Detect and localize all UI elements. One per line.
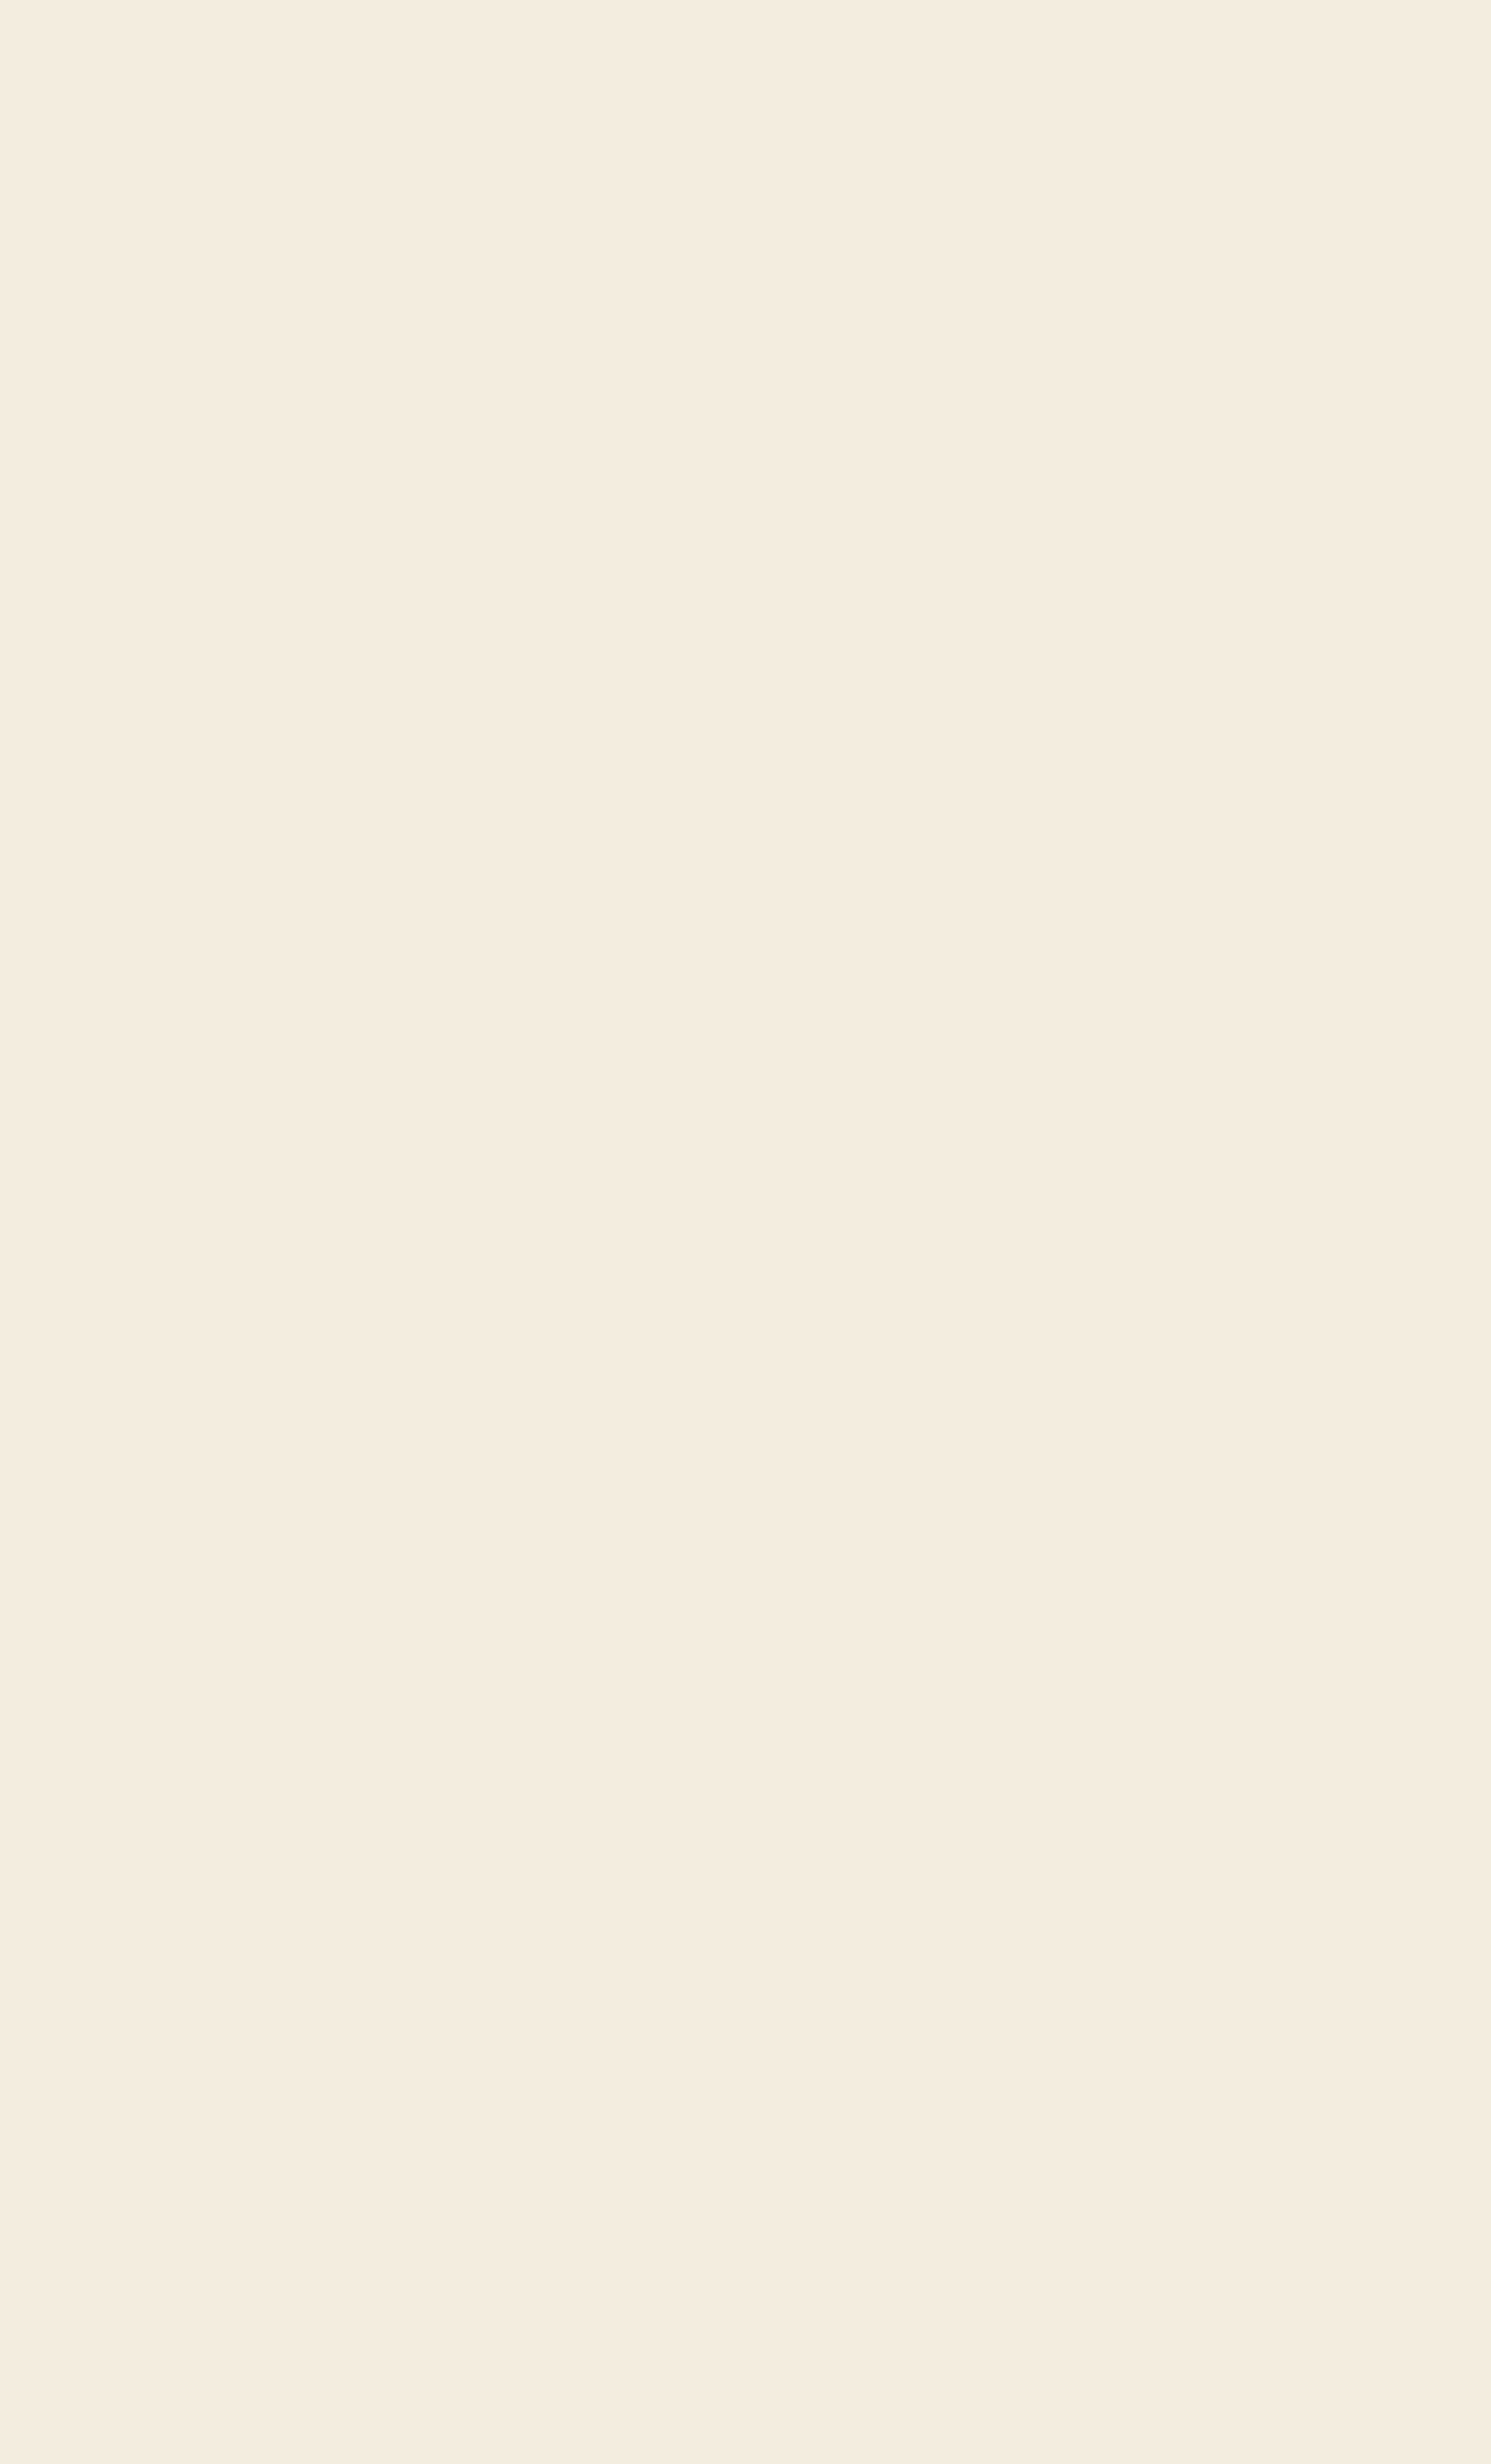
note-trinite xyxy=(148,49,1395,147)
section-subheading xyxy=(148,250,1395,301)
note-line xyxy=(148,357,206,399)
note-francois-text xyxy=(148,353,1395,451)
section-heading xyxy=(148,180,1395,250)
page-number xyxy=(148,0,1395,49)
note-francois xyxy=(148,353,1395,451)
note-line xyxy=(148,53,206,95)
note-trinite-text xyxy=(148,49,1395,147)
decree-reference xyxy=(242,301,1302,353)
